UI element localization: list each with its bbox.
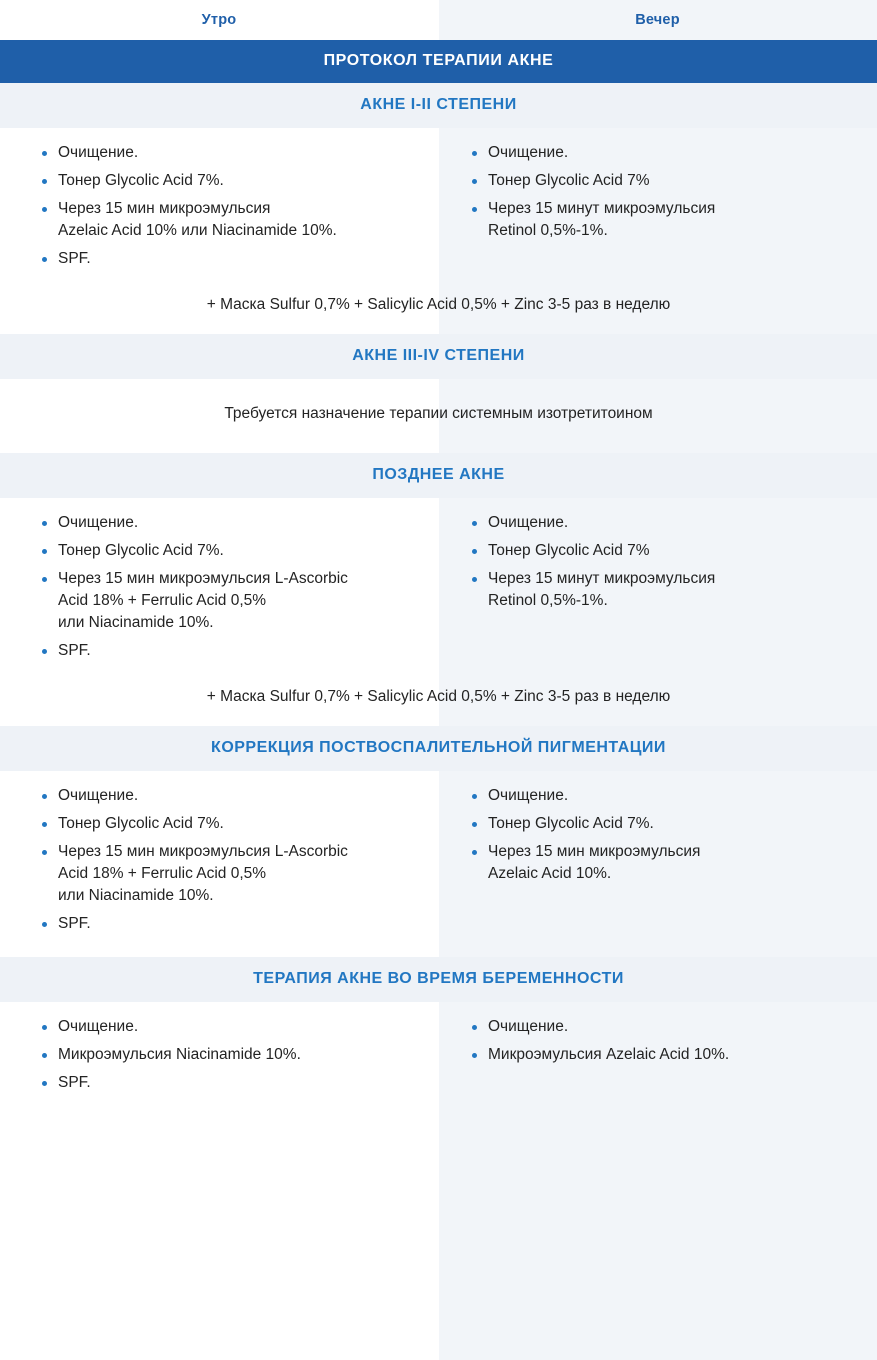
evening-cell-pigmentation: [438, 771, 877, 951]
section-heading-pregnancy: ТЕРАПИЯ АКНЕ ВО ВРЕМЯ БЕРЕМЕННОСТИ: [0, 957, 877, 1002]
list-item: [40, 512, 418, 534]
section-heading-pigmentation: КОРРЕКЦИЯ ПОСТВОСПАЛИТЕЛЬНОЙ ПИГМЕНТАЦИИ: [0, 726, 877, 771]
step-text: Через 15 мин микроэмульсия L-Ascorbic: [58, 843, 348, 860]
step-text: Очищение.: [58, 1018, 139, 1035]
step-text: SPF.: [58, 642, 91, 659]
step-text: Очищение.: [58, 514, 139, 531]
step-text: Через 15 мин микроэмульсия: [488, 843, 701, 860]
evening-steps-list: [470, 142, 857, 242]
evening-cell-acne-1-2: [438, 128, 877, 286]
list-item: [40, 813, 418, 835]
step-text: Тонер Glycolic Acid 7%: [488, 172, 650, 189]
list-item: [470, 198, 857, 242]
step-text: Очищение.: [488, 787, 569, 804]
step-text-continued: Acid 18% + Ferrulic Acid 0,5%: [58, 592, 267, 609]
column-headers: [0, 0, 877, 40]
list-item: [470, 785, 857, 807]
step-text-continued: Acid 18% + Ferrulic Acid 0,5%: [58, 865, 267, 882]
evening-cell-late-acne: [438, 498, 877, 678]
step-text: Микроэмульсия Niacinamide 10%.: [58, 1046, 301, 1063]
morning-steps-list: [40, 512, 418, 662]
list-item: [470, 813, 857, 835]
list-item: [40, 913, 418, 935]
column-header-evening: Вечер: [635, 12, 680, 28]
list-item: [470, 1016, 857, 1038]
list-item: [40, 785, 418, 807]
step-text: Тонер Glycolic Acid 7%.: [488, 815, 654, 832]
list-item: [40, 640, 418, 662]
note-mask-acne-1-2: + Маска Sulfur 0,7% + Salicylic Acid 0,5% + Zinc 3-5 раз в неделю: [206, 296, 671, 313]
evening-steps-list: [470, 1016, 857, 1066]
list-item: [470, 512, 857, 534]
morning-steps-list: [40, 142, 418, 270]
step-text: SPF.: [58, 250, 91, 267]
step-text: Очищение.: [58, 787, 139, 804]
step-text: Тонер Glycolic Acid 7%.: [58, 815, 224, 832]
list-item: [40, 248, 418, 270]
section-heading-acne-3-4: АКНЕ III-IV СТЕПЕНИ: [0, 334, 877, 379]
list-item: [470, 1044, 857, 1066]
section-body-pregnancy: [0, 1002, 877, 1110]
step-text: Через 15 минут микроэмульсия: [488, 200, 716, 217]
morning-cell-pigmentation: [0, 771, 438, 951]
step-text: Микроэмульсия Azelaic Acid 10%.: [488, 1046, 730, 1063]
section-body-pigmentation: [0, 771, 877, 951]
list-item: [40, 1016, 418, 1038]
evening-steps-list: [470, 512, 857, 612]
list-item: [40, 540, 418, 562]
step-text-continued-2: или Niacinamide 10%.: [58, 887, 214, 904]
list-item: [470, 841, 857, 885]
section-heading-late-acne: ПОЗДНЕЕ АКНЕ: [0, 453, 877, 498]
step-text: Очищение.: [488, 144, 569, 161]
step-text: Очищение.: [488, 1018, 569, 1035]
step-text: SPF.: [58, 915, 91, 932]
section-body-late-acne: [0, 498, 877, 678]
step-text: Через 15 мин микроэмульсия L-Ascorbic: [58, 570, 348, 587]
step-text: Через 15 минут микроэмульсия: [488, 570, 716, 587]
morning-steps-list: [40, 785, 418, 935]
section-body-acne-3-4: Требуется назначение терапии системным изотретитоином: [224, 405, 653, 422]
list-item: [470, 568, 857, 612]
section-body-acne-1-2: [0, 128, 877, 286]
step-text: Очищение.: [488, 514, 569, 531]
list-item: [470, 540, 857, 562]
evening-steps-list: [470, 785, 857, 885]
step-text-continued: Retinol 0,5%-1%.: [488, 592, 608, 609]
step-text: Очищение.: [58, 144, 139, 161]
list-item: [40, 170, 418, 192]
list-item: [40, 1072, 418, 1094]
step-text: Тонер Glycolic Acid 7%.: [58, 172, 224, 189]
morning-cell-late-acne: [0, 498, 438, 678]
step-text-continued-2: или Niacinamide 10%.: [58, 614, 214, 631]
document-title: ПРОТОКОЛ ТЕРАПИИ АКНЕ: [0, 40, 877, 83]
note-mask-late-acne: + Маска Sulfur 0,7% + Salicylic Acid 0,5% + Zinc 3-5 раз в неделю: [206, 688, 671, 705]
bottom-spacer: [0, 1110, 877, 1360]
morning-steps-list: [40, 1016, 418, 1094]
step-text: SPF.: [58, 1074, 91, 1091]
step-text: Через 15 мин микроэмульсия: [58, 200, 271, 217]
morning-cell-pregnancy: [0, 1002, 438, 1110]
section-heading-acne-1-2: АКНЕ I-II СТЕПЕНИ: [0, 83, 877, 128]
list-item: [40, 568, 418, 634]
list-item: [40, 142, 418, 164]
step-text-continued: Azelaic Acid 10%.: [488, 865, 612, 882]
list-item: [470, 170, 857, 192]
step-text: Тонер Glycolic Acid 7%.: [58, 542, 224, 559]
morning-cell-acne-1-2: [0, 128, 438, 286]
list-item: [40, 198, 418, 242]
list-item: [470, 142, 857, 164]
list-item: [40, 1044, 418, 1066]
step-text-continued: Retinol 0,5%-1%.: [488, 222, 608, 239]
list-item: [40, 841, 418, 907]
column-header-morning: Утро: [201, 12, 237, 28]
step-text-continued: Azelaic Acid 10% или Niacinamide 10%.: [58, 222, 337, 239]
evening-cell-pregnancy: [438, 1002, 877, 1110]
step-text: Тонер Glycolic Acid 7%: [488, 542, 650, 559]
